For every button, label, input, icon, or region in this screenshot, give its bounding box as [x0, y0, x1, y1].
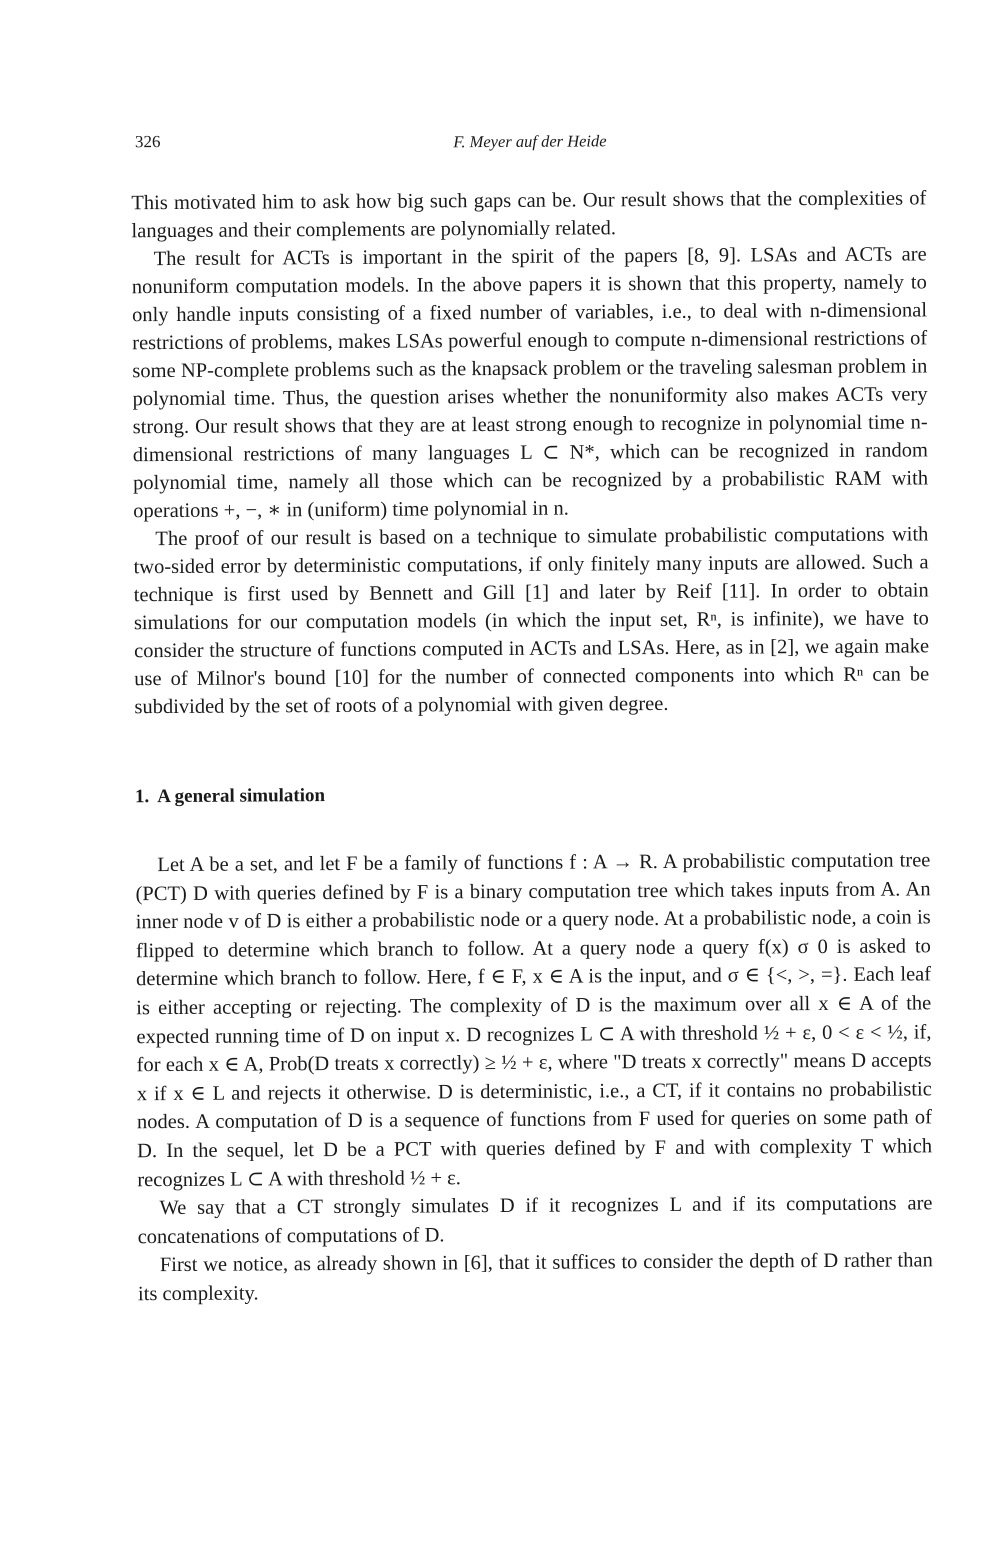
section-number: 1. — [134, 786, 150, 808]
page-header — [135, 127, 925, 158]
intro-paragraph-3: The proof of our result is based on a technique to simulate probabilistic computations with two-sided error by deterministic computations, if only finitely many inputs are allowed. Such a technique is first used by Bennett and Gill [1] and later by Reif [11]. In order to obtain simulations for our computation models (in which the input set, Rⁿ, is infinite), we have to consider the structure of functions computed in ACTs and LSAs. Here, as in [2], we again make use of Milnor's bound [10] for the number of connected components into which Rⁿ can be subdivided by the set of roots of a polynomial with given degree. — [133, 523, 930, 719]
section-paragraph-3: First we notice, as already shown in [6], that it suffices to consider the depth of D rather than its complexity. — [137, 1249, 933, 1306]
section-title: A general simulation — [157, 785, 326, 808]
running-head: F. Meyer auf der Heide — [453, 131, 607, 152]
section-paragraph-2: We say that a CT strongly simulates D if it recognizes L and if its computations are concatenations of computations of D. — [137, 1192, 933, 1248]
page-number: 326 — [134, 132, 161, 152]
body-text — [131, 184, 933, 1308]
section-body — [135, 846, 933, 1308]
intro-paragraph-2: The result for ACTs is important in the spirit of the papers [8, 9]. LSAs and ACTs are nonuniform computation models. In the above papers it is shown that this property, namely to only handle inputs consisting of a fixed number of variables, i.e., to deal with n-dimensional restrictions of problems, makes LSAs powerful enough to compute n-dimensional restrictions of some NP-complete problems such as the knapsack problem or the traveling salesman problem in polynomial time. Thus, the question arises whether the nonuniformity also makes ACTs very strong. Our result shows that they are at least strong enough to recognize in polynomial time n-dimensional restrictions of many languages L ⊂ N*, which can be recognized in random polynomial time, namely all those which can be recognized by a probabilistic RAM with operations +, −, ∗ in (uniform) time polynomial in n. — [131, 243, 929, 523]
section-paragraph-1: Let A be a set, and let F be a family of functions f : A → R. A probabilistic computation tree (PCT) D with queries defined by F is a binary computation tree which takes inputs from A. An inner node v of D is either a probabilistic node or a query node. At a probabilistic node, a coin is flipped to determine which branch to follow. At a query node a query f(x) σ 0 is asked to determine which branch to follow. Here, f ∈ F, x ∈ A is the input, and σ ∈ {<, >, =}. Each leaf is either accepting or rejecting. The complexity of D is the maximum over all x ∈ A of the expected running time of D on input x. D recognizes L ⊂ A with threshold ½ + ε, 0 < ε < ½, if, for each x ∈ A, Prob(D treats x correctly) ≥ ½ + ε, where "D treats x correctly" means D accepts x if x ∈ L and rejects it otherwise. D is deterministic, i.e., a CT, if it contains no probabilistic nodes. A computation of D is a sequence of functions from F used for queries on some path of D. In the sequel, let D be a PCT with queries defined by F and with complexity T which recognizes L ⊂ A with threshold ½ + ε. — [135, 849, 933, 1191]
intro-paragraph-1: This motivated him to ask how big such gaps can be. Our result shows that the complexities of languages and their complements are polynomially related. — [131, 187, 927, 243]
section-heading — [135, 778, 930, 811]
